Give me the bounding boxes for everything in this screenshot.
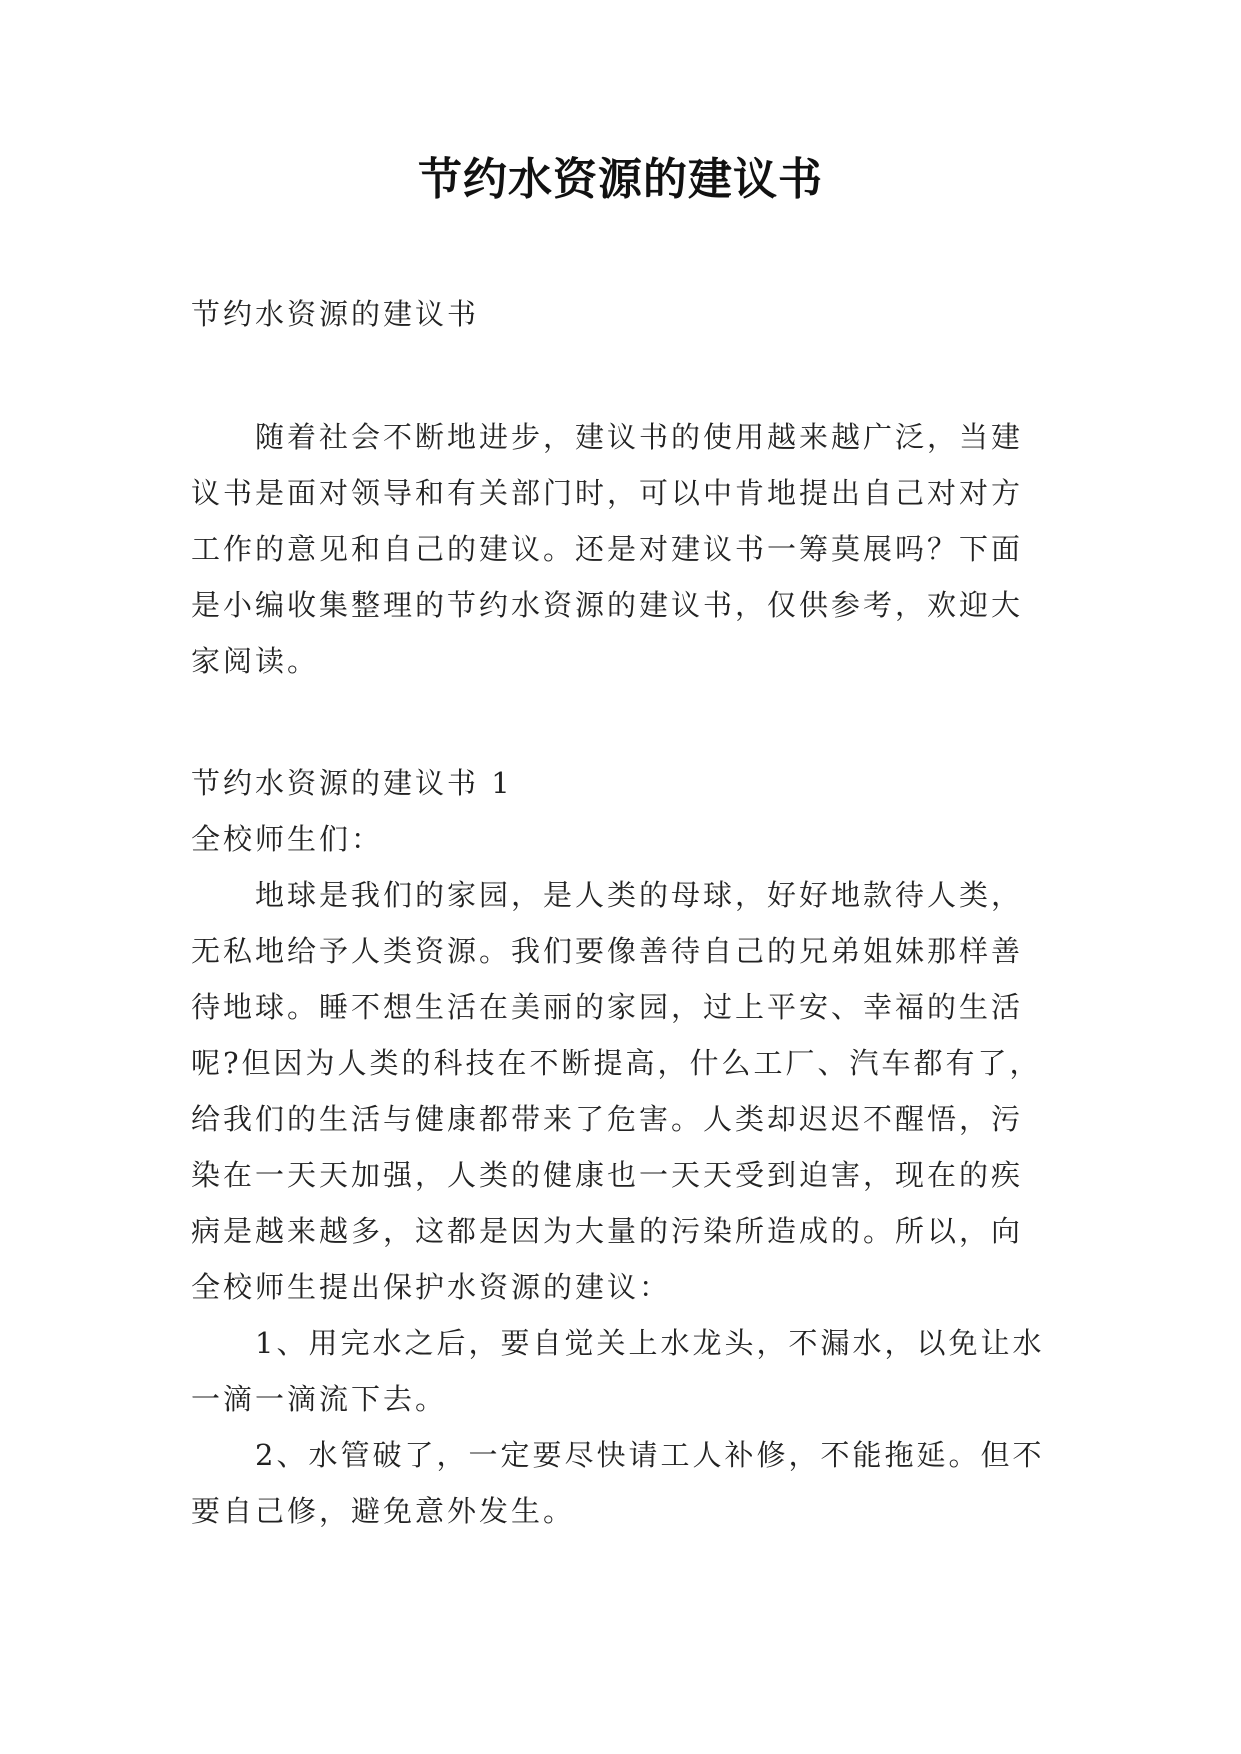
section-heading: 节约水资源的建议书 1 [191, 766, 513, 800]
suggestion-item-1: 1、用完水之后，要自觉关上水龙头，不漏水，以免让水一滴一滴流下去。 [191, 1326, 1045, 1416]
intro-paragraph: 随着社会不断地进步，建议书的使用越来越广泛，当建议书是面对领导和有关部门时，可以中肯地提出自己对对方工作的意见和自己的建议。还是对建议书一筹莫展吗？下面是小编收集整理的节约水资源的建议书，仅供参考，欢迎大家阅读。 [191, 420, 1024, 678]
suggestion-item-2: 2、水管破了，一定要尽快请工人补修，不能拖延。但不要自己修，避免意外发生。 [191, 1438, 1045, 1528]
body-paragraph: 地球是我们的家园，是人类的母球，好好地款待人类，无私地给予人类资源。我们要像善待自己的兄弟姐妹那样善待地球。睡不想生活在美丽的家园，过上平安、幸福的生活呢?但因为人类的科技在不断提高，什么工厂、汽车都有了，给我们的生活与健康都带来了危害。人类却迟迟不醒悟，污染在一天天加强，人类的健康也一天天受到迫害，现在的疾病是越来越多，这都是因为大量的污染所造成的。所以，向全校师生提出保护水资源的建议： [191, 878, 1042, 1304]
subtitle-paragraph: 节约水资源的建议书 [191, 297, 480, 331]
document-body [191, 286, 1051, 1539]
document-title: 节约水资源的建议书 [418, 154, 823, 205]
salutation-paragraph: 全校师生们： [191, 822, 384, 856]
